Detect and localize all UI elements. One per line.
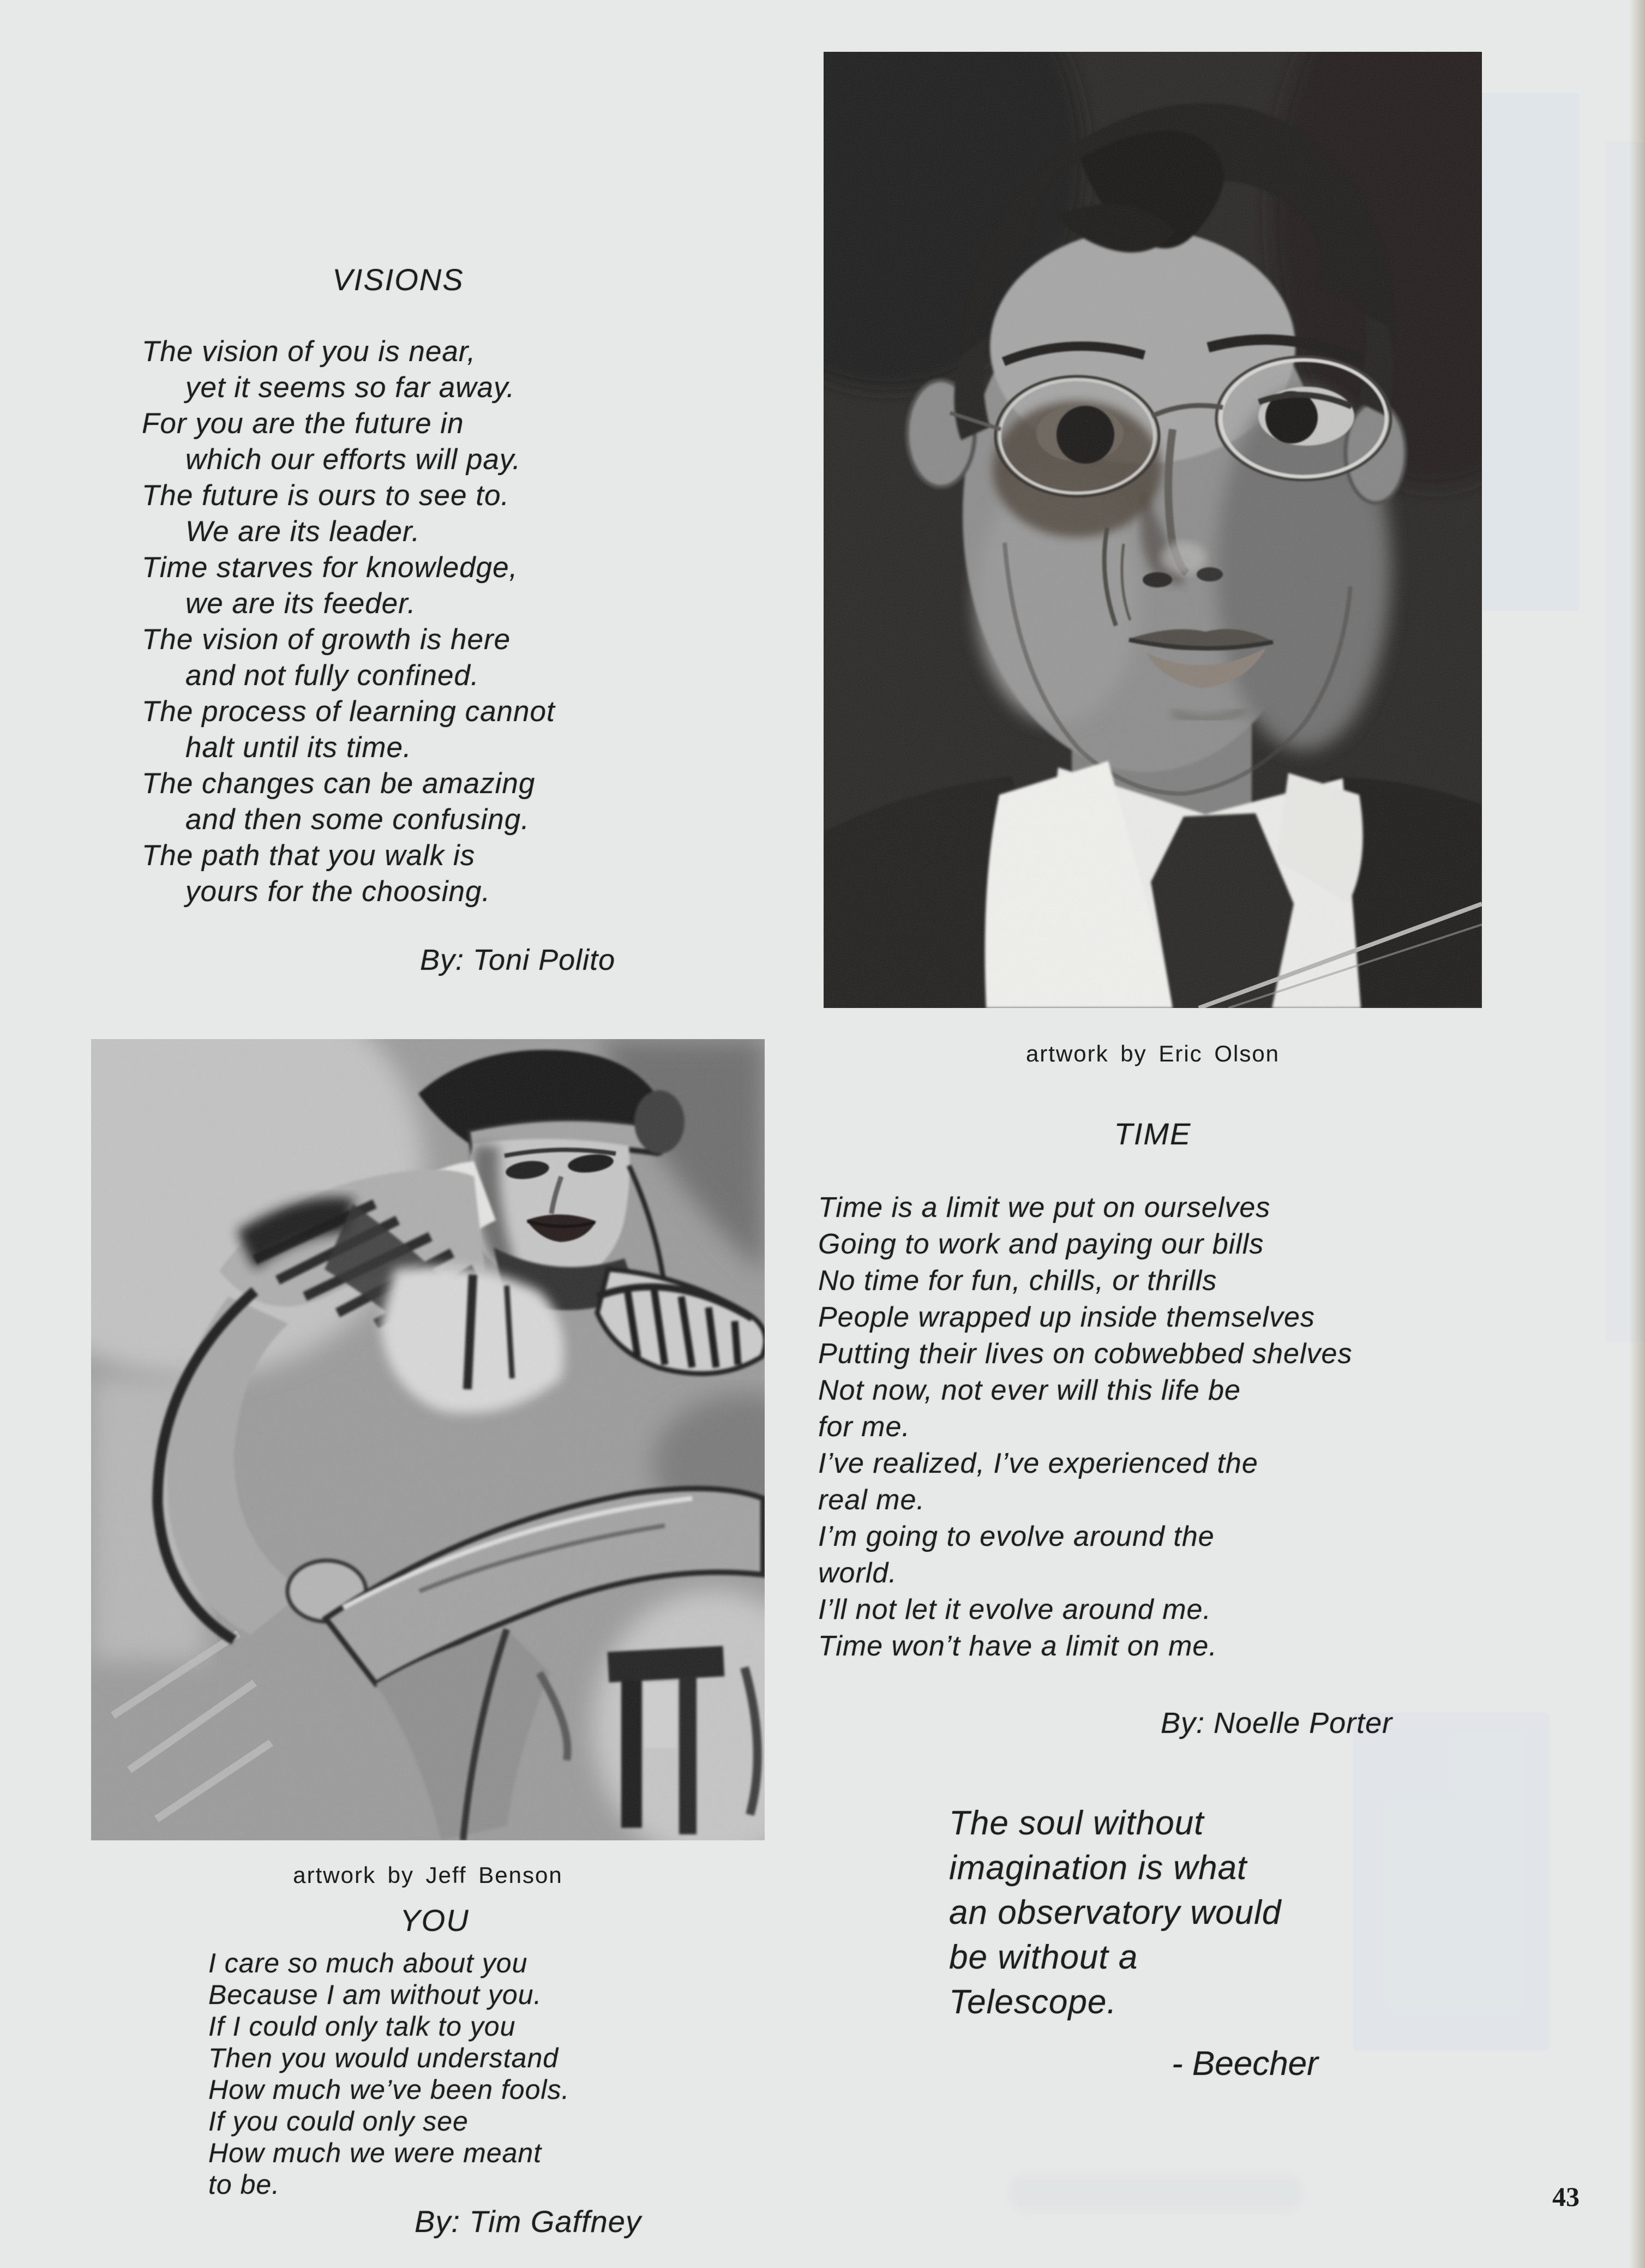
- poem-line: The future is ours to see to.: [142, 479, 510, 512]
- page-edge-shadow: [1629, 0, 1645, 2268]
- poem-line: If you could only see: [208, 2106, 469, 2137]
- poem-line: How much we were meant: [208, 2138, 542, 2168]
- poem-line: The changes can be amazing: [142, 767, 536, 800]
- olson-artwork-image: [824, 52, 1482, 1008]
- olson-artwork-caption: artwork by Eric Olson: [1025, 1041, 1280, 1066]
- you-poem: [208, 1947, 569, 2200]
- poem-line: The vision of you is near,: [142, 335, 476, 368]
- quote-line: Telescope.: [949, 1983, 1117, 2021]
- poem-line: How much we’ve been fools.: [208, 2074, 570, 2105]
- poem-line: Because I am without you.: [208, 1979, 542, 2010]
- poem-line: and then some confusing.: [185, 803, 530, 836]
- poem-line: Not now, not ever will this life be: [818, 1375, 1241, 1406]
- quote-line: be without a: [949, 1939, 1138, 1976]
- poem-line: real me.: [818, 1484, 925, 1516]
- poem-line: yours for the choosing.: [185, 875, 491, 908]
- visions-title: VISIONS: [332, 262, 464, 297]
- poem-line: yet it seems so far away.: [185, 371, 515, 404]
- you-title: YOU: [400, 1903, 470, 1937]
- page-number: 43: [1552, 2181, 1580, 2212]
- quote-line: imagination is what: [949, 1849, 1247, 1887]
- quote-block: [949, 1801, 1281, 2025]
- time-poem: [818, 1190, 1352, 1665]
- poem-line: to be.: [208, 2169, 280, 2200]
- you-byline: By: Tim Gaffney: [415, 2204, 641, 2239]
- poem-line: I’ll not let it evolve around me.: [818, 1594, 1211, 1625]
- quote-line: an observatory would: [949, 1894, 1282, 1931]
- bleedthrough-patch: [1009, 2174, 1304, 2212]
- time-title: TIME: [1114, 1117, 1192, 1151]
- visions-poem: [142, 334, 555, 910]
- benson-artwork-caption: artwork by Jeff Benson: [293, 1862, 563, 1888]
- poem-line: I’ve realized, I’ve experienced the: [818, 1448, 1258, 1479]
- quote-line: The soul without: [949, 1804, 1204, 1842]
- poem-line: The process of learning cannot: [142, 695, 555, 728]
- poem-line: For you are the future in: [142, 407, 464, 440]
- time-byline: By: Noelle Porter: [1161, 1707, 1393, 1739]
- poem-line: We are its leader.: [185, 515, 421, 548]
- poem-line: If I could only talk to you: [208, 2011, 516, 2042]
- poem-line: we are its feeder.: [185, 587, 416, 620]
- poem-line: and not fully confined.: [185, 659, 479, 692]
- poem-line: Going to work and paying our bills: [818, 1228, 1264, 1260]
- poem-line: Putting their lives on cobwebbed shelves: [818, 1338, 1353, 1370]
- poem-line: Time is a limit we put on ourselves: [818, 1192, 1271, 1223]
- visions-byline: By: Toni Polito: [420, 944, 616, 976]
- bleedthrough-patch: [1467, 93, 1579, 611]
- poem-line: I care so much about you: [208, 1948, 528, 1978]
- poem-line: halt until its time.: [185, 731, 412, 764]
- poem-line: No time for fun, chills, or thrills: [818, 1265, 1217, 1297]
- poem-line: Time won’t have a limit on me.: [818, 1630, 1217, 1662]
- poem-line: for me.: [818, 1411, 910, 1443]
- poem-line: world.: [818, 1557, 897, 1589]
- poem-line: which our efforts will pay.: [185, 443, 521, 476]
- poem-line: Then you would understand: [208, 2043, 559, 2073]
- poem-line: The vision of growth is here: [142, 623, 511, 656]
- quote-attribution: - Beecher: [1172, 2045, 1318, 2083]
- poem-line: Time starves for knowledge,: [142, 551, 518, 584]
- poem-line: I’m going to evolve around the: [818, 1521, 1215, 1552]
- poem-line: The path that you walk is: [142, 839, 476, 872]
- bleedthrough-patch: [1353, 1713, 1549, 2051]
- benson-artwork-image: [91, 1039, 765, 1840]
- poem-line: People wrapped up inside themselves: [818, 1301, 1315, 1333]
